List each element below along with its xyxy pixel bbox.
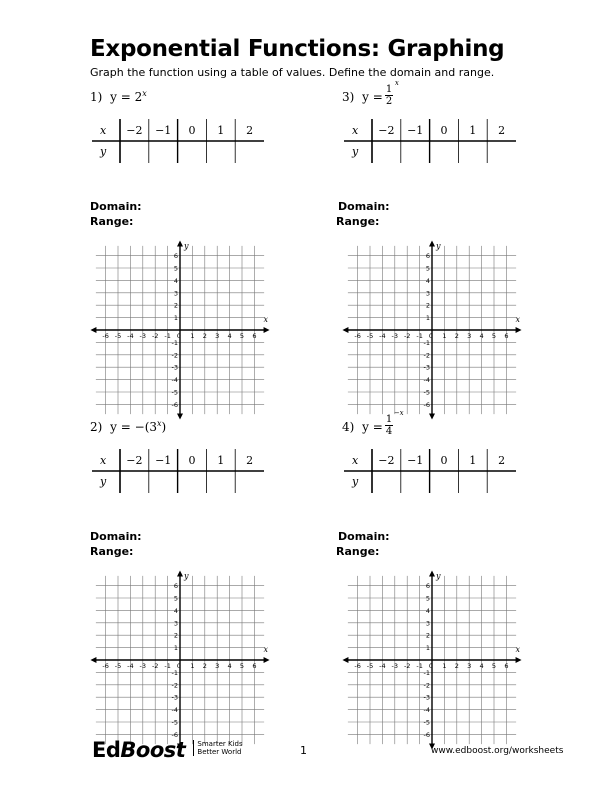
x-tick-label: 0 xyxy=(176,332,182,340)
equation-exponent: x xyxy=(394,79,399,87)
y-tick-label: -2 xyxy=(423,681,430,690)
table-y-cell[interactable] xyxy=(236,473,263,491)
equation-3 xyxy=(342,79,399,107)
table-y-cell[interactable] xyxy=(488,143,515,161)
table-y-cell[interactable] xyxy=(402,473,429,491)
problem-3 xyxy=(336,79,592,420)
y-axis-label: y xyxy=(436,241,441,251)
y-tick-label: 6 xyxy=(173,252,178,261)
y-tick-label: -5 xyxy=(171,718,178,727)
y-tick-label: 5 xyxy=(425,594,430,603)
y-tick-label: 3 xyxy=(425,619,430,628)
range-label: Range: xyxy=(90,545,134,558)
table-y-cell[interactable] xyxy=(150,143,177,161)
equation-lhs: y = xyxy=(362,420,383,434)
table-y-cell[interactable] xyxy=(459,143,486,161)
table-x-value: −2 xyxy=(126,124,143,137)
y-tick-label: -3 xyxy=(171,693,178,702)
y-axis-arrow-up xyxy=(429,240,435,246)
equation-4 xyxy=(342,409,404,437)
y-tick-label: 1 xyxy=(173,314,178,323)
problem-2 xyxy=(90,420,340,750)
y-tick-label: 2 xyxy=(173,631,178,640)
x-tick-label: -3 xyxy=(139,332,147,340)
x-tick-label: 5 xyxy=(239,662,245,670)
y-axis-arrow-down xyxy=(429,414,435,420)
range-label: Range: xyxy=(336,545,380,558)
x-tick-label: 3 xyxy=(467,662,472,670)
y-tick-label: 1 xyxy=(425,314,430,323)
table-y-label: y xyxy=(100,475,107,488)
table-x-label: x xyxy=(100,454,107,467)
table-x-value: 0 xyxy=(440,454,448,467)
x-tick-label: 5 xyxy=(491,332,497,340)
edboost-logo xyxy=(92,738,243,762)
table-y-cell[interactable] xyxy=(121,143,148,161)
equation-lhs: y = xyxy=(110,420,131,434)
x-tick-label: 1 xyxy=(442,662,447,670)
x-tick-label: 4 xyxy=(227,662,232,670)
y-tick-label: 4 xyxy=(173,276,178,285)
table-x-value: 0 xyxy=(188,124,196,137)
tagline-line-1: Smarter Kids xyxy=(197,740,243,748)
y-tick-label: -4 xyxy=(423,706,430,715)
table-x-value: −2 xyxy=(378,454,395,467)
y-tick-label: 5 xyxy=(173,594,178,603)
problem-number: 2) xyxy=(90,420,103,434)
equation-lhs: y = xyxy=(362,90,383,104)
y-tick-label: -2 xyxy=(423,351,430,360)
logo-tagline xyxy=(193,740,242,756)
x-tick-label: 1 xyxy=(442,332,447,340)
x-tick-label: 3 xyxy=(215,332,220,340)
tagline-line-2: Better World xyxy=(197,748,242,756)
y-tick-label: 1 xyxy=(173,644,178,653)
problem-number: 1) xyxy=(90,90,103,104)
x-tick-label: 3 xyxy=(215,662,220,670)
x-tick-label: -6 xyxy=(354,332,361,340)
value-table xyxy=(344,119,516,167)
table-x-value: 1 xyxy=(217,454,225,467)
x-tick-label: 6 xyxy=(252,332,257,340)
table-x-value: 2 xyxy=(498,454,506,467)
x-axis-arrow-right xyxy=(516,327,522,333)
problem-4 xyxy=(336,409,592,750)
table-x-label: x xyxy=(352,454,359,467)
domain-label: Domain: xyxy=(90,530,142,543)
x-tick-label: -6 xyxy=(102,332,109,340)
x-tick-label: 3 xyxy=(467,332,472,340)
y-axis-label: y xyxy=(184,241,189,251)
table-y-cell[interactable] xyxy=(431,143,458,161)
domain-label: Domain: xyxy=(90,200,142,213)
table-x-value: 2 xyxy=(246,124,254,137)
y-tick-label: -1 xyxy=(171,668,178,677)
y-tick-label: 6 xyxy=(425,252,430,261)
table-y-cell[interactable] xyxy=(207,473,234,491)
x-tick-label: -1 xyxy=(416,332,423,340)
table-y-label: y xyxy=(100,145,107,158)
table-x-value: 1 xyxy=(217,124,225,137)
table-x-value: −1 xyxy=(155,454,172,467)
y-tick-label: 5 xyxy=(173,264,178,273)
problem-number: 3) xyxy=(342,90,355,104)
range-label: Range: xyxy=(336,215,380,228)
table-y-cell[interactable] xyxy=(207,143,234,161)
table-y-label: y xyxy=(352,475,359,488)
x-tick-label: 2 xyxy=(454,662,459,670)
y-axis-arrow-up xyxy=(177,570,183,576)
x-tick-label: 5 xyxy=(239,332,245,340)
x-axis-arrow-right xyxy=(264,657,270,663)
y-axis-arrow-down xyxy=(177,414,183,420)
x-tick-label: -4 xyxy=(379,662,386,670)
y-tick-label: -4 xyxy=(423,376,430,385)
x-tick-label: -2 xyxy=(403,332,411,340)
table-y-cell[interactable] xyxy=(373,473,400,491)
x-axis-label: x xyxy=(263,645,269,654)
x-tick-label: -5 xyxy=(114,662,122,670)
x-tick-label: 1 xyxy=(190,332,195,340)
y-tick-label: -1 xyxy=(423,338,430,347)
table-x-value: 0 xyxy=(188,454,196,467)
x-tick-label: 0 xyxy=(428,332,434,340)
table-y-cell[interactable] xyxy=(402,143,429,161)
x-tick-label: 2 xyxy=(454,332,459,340)
coordinate-grid[interactable] xyxy=(90,230,270,430)
equation-fraction xyxy=(385,79,399,107)
y-tick-label: 2 xyxy=(173,301,178,310)
equation-base: 2 xyxy=(134,90,143,104)
x-tick-label: -1 xyxy=(164,662,171,670)
instructions: Graph the function using a table of values. Define the domain and range. xyxy=(90,66,495,79)
table-y-label: y xyxy=(352,145,359,158)
table-y-cell[interactable] xyxy=(373,143,400,161)
equation-2 xyxy=(90,420,166,434)
value-table xyxy=(344,449,516,497)
x-tick-label: -6 xyxy=(354,662,361,670)
x-tick-label: -4 xyxy=(127,662,134,670)
table-y-cell[interactable] xyxy=(179,143,206,161)
x-tick-label: -3 xyxy=(391,662,399,670)
range-label: Range: xyxy=(90,215,134,228)
equation-lhs: y = xyxy=(110,90,131,104)
logo-boost: Boost xyxy=(120,738,186,762)
x-tick-label: -6 xyxy=(102,662,109,670)
equation-1 xyxy=(90,90,147,104)
table-x-value: 0 xyxy=(440,124,448,137)
x-tick-label: 4 xyxy=(479,662,484,670)
fraction-denominator: 4 xyxy=(385,426,393,437)
value-table xyxy=(92,449,264,497)
y-tick-label: -6 xyxy=(423,730,430,739)
y-axis-arrow-up xyxy=(429,570,435,576)
coordinate-grid[interactable] xyxy=(90,560,270,760)
x-tick-label: 4 xyxy=(479,332,484,340)
x-axis-arrow-left xyxy=(342,327,348,333)
logo-ed: Ed xyxy=(92,738,121,762)
y-tick-label: 2 xyxy=(425,631,430,640)
table-x-value: −2 xyxy=(378,124,395,137)
website-link[interactable]: www.edboost.org/worksheets xyxy=(431,746,564,756)
y-tick-label: 4 xyxy=(425,606,430,615)
table-y-cell[interactable] xyxy=(236,143,263,161)
table-x-value: −1 xyxy=(155,124,172,137)
y-tick-label: 4 xyxy=(425,276,430,285)
y-tick-label: -5 xyxy=(171,388,178,397)
equation-fraction xyxy=(385,409,404,437)
y-tick-label: -2 xyxy=(171,681,178,690)
x-tick-label: 5 xyxy=(491,662,497,670)
y-tick-label: -6 xyxy=(171,730,178,739)
y-tick-label: 4 xyxy=(173,606,178,615)
x-tick-label: 4 xyxy=(227,332,232,340)
x-tick-label: 6 xyxy=(504,662,509,670)
table-x-label: x xyxy=(352,124,359,137)
equation-suffix: ) xyxy=(161,420,167,434)
x-axis-arrow-left xyxy=(90,327,96,333)
x-tick-label: -5 xyxy=(366,332,374,340)
y-tick-label: 2 xyxy=(425,301,430,310)
y-tick-label: 3 xyxy=(173,289,178,298)
y-tick-label: -4 xyxy=(171,706,178,715)
y-tick-label: -6 xyxy=(423,400,430,409)
x-tick-label: -5 xyxy=(366,662,374,670)
x-tick-label: 2 xyxy=(202,662,207,670)
y-tick-label: -2 xyxy=(171,351,178,360)
x-tick-label: -5 xyxy=(114,332,122,340)
table-x-value: 1 xyxy=(469,124,477,137)
x-axis-arrow-right xyxy=(516,657,522,663)
x-axis-label: x xyxy=(263,315,269,324)
y-tick-label: -5 xyxy=(423,718,430,727)
y-tick-label: 5 xyxy=(425,264,430,273)
table-y-cell[interactable] xyxy=(459,473,486,491)
x-tick-label: -2 xyxy=(151,662,159,670)
table-y-cell[interactable] xyxy=(488,473,515,491)
y-tick-label: 6 xyxy=(425,582,430,591)
y-tick-label: -4 xyxy=(171,376,178,385)
table-x-value: −1 xyxy=(407,454,424,467)
y-axis-arrow-up xyxy=(177,240,183,246)
y-axis-label: y xyxy=(436,571,441,581)
x-tick-label: -2 xyxy=(151,332,159,340)
equation-prefix: −(3 xyxy=(134,420,158,434)
table-x-label: x xyxy=(100,124,107,137)
y-tick-label: -1 xyxy=(423,668,430,677)
x-tick-label: 6 xyxy=(252,662,257,670)
equation-exponent: x xyxy=(157,419,162,428)
table-y-cell[interactable] xyxy=(179,473,206,491)
x-tick-label: -1 xyxy=(416,662,423,670)
equation-exponent: x xyxy=(142,89,147,98)
y-tick-label: 3 xyxy=(173,619,178,628)
table-x-value: −2 xyxy=(126,454,143,467)
domain-label: Domain: xyxy=(338,200,390,213)
x-tick-label: 0 xyxy=(428,662,434,670)
y-axis-label: y xyxy=(184,571,189,581)
y-tick-label: -6 xyxy=(171,400,178,409)
y-tick-label: 1 xyxy=(425,644,430,653)
x-tick-label: -3 xyxy=(139,662,147,670)
coordinate-grid[interactable] xyxy=(342,560,522,760)
x-tick-label: -1 xyxy=(164,332,171,340)
table-y-cell[interactable] xyxy=(431,473,458,491)
table-y-cell[interactable] xyxy=(150,473,177,491)
x-tick-label: 6 xyxy=(504,332,509,340)
x-tick-label: 2 xyxy=(202,332,207,340)
y-tick-label: 6 xyxy=(173,582,178,591)
table-x-value: 2 xyxy=(498,124,506,137)
y-tick-label: -3 xyxy=(423,363,430,372)
domain-label: Domain: xyxy=(338,530,390,543)
y-tick-label: -3 xyxy=(423,693,430,702)
equation-exponent: −x xyxy=(393,409,404,417)
value-table xyxy=(92,119,264,167)
table-x-value: 1 xyxy=(469,454,477,467)
x-tick-label: -2 xyxy=(403,662,411,670)
x-tick-label: 0 xyxy=(176,662,182,670)
table-x-value: −1 xyxy=(407,124,424,137)
x-axis-arrow-left xyxy=(342,657,348,663)
table-y-cell[interactable] xyxy=(121,473,148,491)
problem-1 xyxy=(90,90,340,420)
x-axis-label: x xyxy=(515,315,521,324)
table-x-value: 2 xyxy=(246,454,254,467)
x-tick-label: 1 xyxy=(190,662,195,670)
page-title: Exponential Functions: Graphing xyxy=(90,36,505,62)
x-axis-arrow-right xyxy=(264,327,270,333)
problem-number: 4) xyxy=(342,420,355,434)
page-number: 1 xyxy=(300,744,307,757)
x-tick-label: -4 xyxy=(127,332,134,340)
y-tick-label: -3 xyxy=(171,363,178,372)
x-axis-arrow-left xyxy=(90,657,96,663)
y-tick-label: 3 xyxy=(425,289,430,298)
x-tick-label: -3 xyxy=(391,332,399,340)
fraction-numerator: 1 xyxy=(385,414,393,425)
x-axis-label: x xyxy=(515,645,521,654)
y-tick-label: -5 xyxy=(423,388,430,397)
coordinate-grid[interactable] xyxy=(342,230,522,430)
fraction-denominator: 2 xyxy=(385,96,393,107)
fraction-numerator: 1 xyxy=(385,84,393,95)
y-tick-label: -1 xyxy=(171,338,178,347)
x-tick-label: -4 xyxy=(379,332,386,340)
